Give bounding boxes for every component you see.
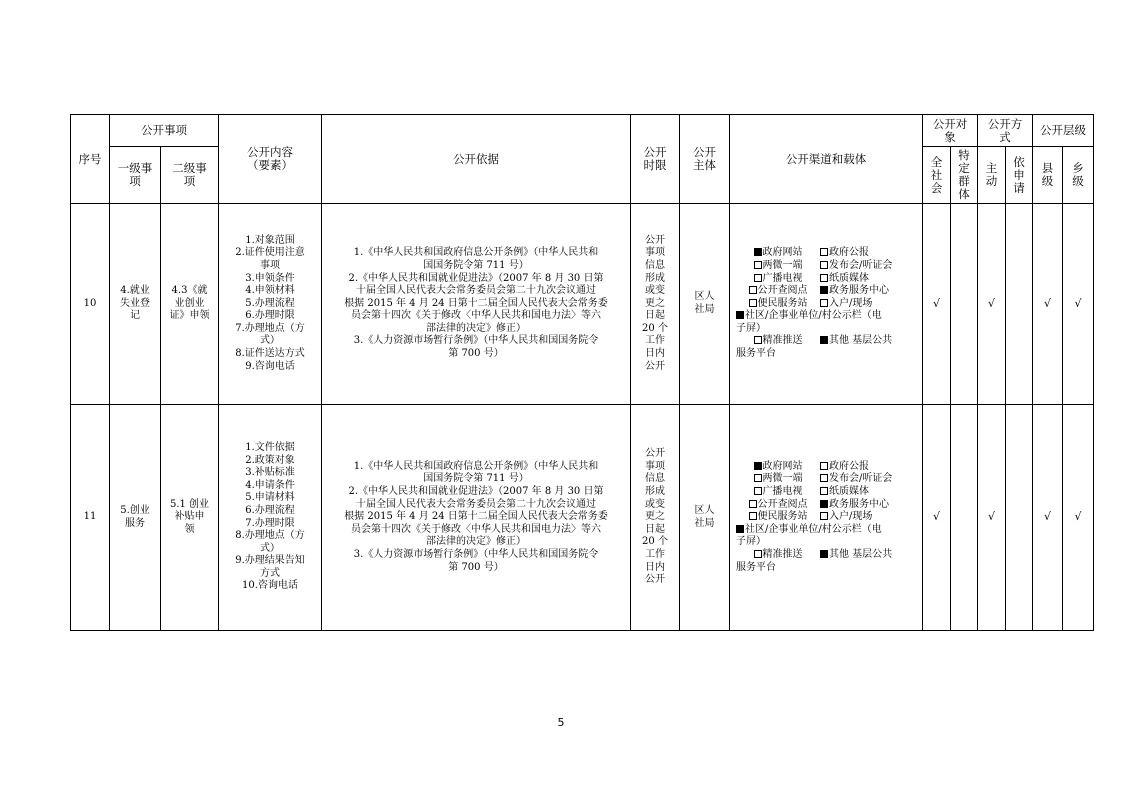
row-channels: 政府网站 政府公报 两微一端 发布会/听证会 广播电视 纸质媒体 公开查阅点 政务服务中心 便民服务站 入户/现场 社区/企事业单位/村公示栏（电 子屏） 精准推送 其他 基层公共 服务平台 — [730, 405, 923, 631]
disclosure-table — [70, 114, 1094, 631]
unchecked-box-icon — [754, 274, 762, 282]
row-seq: 11 — [71, 405, 110, 631]
channel-item: 其他 基层公共 — [820, 335, 892, 348]
row-content: 1.对象范围 2.证件使用注意 事项 3.申领条件 4.申领材料 5.办理流程 6.办理时限 7.办理地点（方 式） 8.证件送达方式 9.咨询电话 — [219, 204, 322, 405]
header-method-active: 主 动 — [978, 147, 1006, 204]
header-items: 公开事项 — [110, 115, 219, 147]
header-target: 公开对 象 — [923, 115, 978, 147]
channel-item: 其他 基层公共 — [820, 549, 892, 562]
channel-item: 入户/现场 — [820, 298, 872, 311]
unchecked-box-icon — [820, 261, 828, 269]
row-method-apply — [1006, 204, 1033, 405]
row-level1: 4.就业 失业登 记 — [110, 204, 161, 405]
channel-item: 纸质媒体 — [820, 486, 869, 499]
unchecked-box-icon — [820, 474, 828, 482]
unchecked-box-icon — [820, 248, 828, 256]
row-subject: 区人 社局 — [680, 204, 730, 405]
checked-box-icon — [754, 248, 762, 256]
unchecked-box-icon — [749, 512, 757, 520]
channel-item: 两微一端 — [736, 473, 820, 486]
unchecked-box-icon — [820, 274, 828, 282]
unchecked-box-icon — [820, 512, 828, 520]
channel-item: 纸质媒体 — [820, 273, 869, 286]
header-channels: 公开渠道和载体 — [730, 115, 923, 204]
channel-item: 政府网站 — [736, 247, 820, 260]
channel-item: 社区/企事业单位/村公示栏（电 — [736, 310, 882, 323]
checked-box-icon — [820, 500, 828, 508]
header-target-all: 全 社 会 — [923, 147, 951, 204]
row-level-township: √ — [1063, 405, 1094, 631]
channel-item: 公开查阅点 — [736, 285, 820, 298]
unchecked-box-icon — [754, 550, 762, 558]
channel-item: 政务服务中心 — [820, 499, 889, 512]
checked-box-icon — [754, 462, 762, 470]
unchecked-box-icon — [754, 261, 762, 269]
header-seq: 序号 — [71, 115, 110, 204]
unchecked-box-icon — [820, 487, 828, 495]
header-level: 公开层级 — [1033, 115, 1094, 147]
unchecked-box-icon — [754, 487, 762, 495]
row-level-county: √ — [1033, 405, 1063, 631]
unchecked-box-icon — [749, 286, 757, 294]
channel-item: 广播电视 — [736, 486, 820, 499]
row-content: 1.文件依据 2.政策对象 3.补贴标准 4.申请条件 5.申请材料 6.办理流程 7.办理时限 8.办理地点（方 式） 9.办理结果告知 方式 10.咨询电话 — [219, 405, 322, 631]
unchecked-box-icon — [749, 299, 757, 307]
checked-box-icon — [736, 311, 744, 319]
channel-item: 政务服务中心 — [820, 285, 889, 298]
row-level2: 5.1 创业 补贴申 领 — [161, 405, 219, 631]
channel-item: 广播电视 — [736, 273, 820, 286]
channel-item: 发布会/听证会 — [820, 260, 892, 273]
row-method-active: √ — [978, 204, 1006, 405]
checked-box-icon — [736, 525, 744, 533]
unchecked-box-icon — [820, 299, 828, 307]
row-level2: 4.3《就 业创业 证》申领 — [161, 204, 219, 405]
channel-item: 精准推送 — [736, 549, 820, 562]
header-level-township: 乡 级 — [1063, 147, 1094, 204]
row-subject: 区人 社局 — [680, 405, 730, 631]
unchecked-box-icon — [820, 462, 828, 470]
channel-item: 两微一端 — [736, 260, 820, 273]
channel-item: 精准推送 — [736, 335, 820, 348]
row-time-limit: 公开 事项 信息 形成 或变 更之 日起 20 个 工作 日内 公开 — [631, 204, 680, 405]
header-content: 公开内容 （要素） — [219, 115, 322, 204]
unchecked-box-icon — [754, 474, 762, 482]
row-target-specific — [951, 405, 978, 631]
header-time-limit: 公开 时限 — [631, 115, 680, 204]
channel-item: 社区/企事业单位/村公示栏（电 — [736, 524, 882, 537]
unchecked-box-icon — [749, 500, 757, 508]
channel-item: 入户/现场 — [820, 511, 872, 524]
checked-box-icon — [820, 336, 828, 344]
table-row — [71, 204, 1094, 405]
channel-item: 便民服务站 — [736, 511, 820, 524]
row-level-county: √ — [1033, 204, 1063, 405]
header-level1: 一级事 项 — [110, 147, 161, 204]
channel-item: 公开查阅点 — [736, 499, 820, 512]
row-basis: 1.《中华人民共和国政府信息公开条例》（中华人民共和 国国务院令第 711 号） 2.《中华人民共和国就业促进法》（2007 年 8 月 30 日第 十届全国人民代表大会常务委员会第二十九次会议通过 根据 2015 年 4 月 24 日第十二届全国人民代表大会常务委 员会第十四次《关于修改〈中华人民共和国电力法〉等六 部法律的决定》修正） 3.《人力资源市场暂行条例》（中华人民共和国国务院令 第 700 号） — [322, 204, 631, 405]
channel-item: 政府公报 — [820, 461, 869, 474]
row-method-active: √ — [978, 405, 1006, 631]
row-basis: 1.《中华人民共和国政府信息公开条例》（中华人民共和 国国务院令第 711 号） 2.《中华人民共和国就业促进法》（2007 年 8 月 30 日第 十届全国人民代表大会常务委员会第二十九次会议通过 根据 2015 年 4 月 24 日第十二届全国人民代表大会常务委 员会第十四次《关于修改〈中华人民共和国电力法〉等六 部法律的决定》修正） 3.《人力资源市场暂行条例》（中华人民共和国国务院令 第 700 号） — [322, 405, 631, 631]
checked-box-icon — [820, 286, 828, 294]
header-level-county: 县 级 — [1033, 147, 1063, 204]
channel-item: 便民服务站 — [736, 298, 820, 311]
channel-item: 政府公报 — [820, 247, 869, 260]
table-row — [71, 405, 1094, 631]
channel-item: 发布会/听证会 — [820, 473, 892, 486]
unchecked-box-icon — [754, 336, 762, 344]
channel-item: 政府网站 — [736, 461, 820, 474]
row-time-limit: 公开 事项 信息 形成 或变 更之 日起 20 个 工作 日内 公开 — [631, 405, 680, 631]
row-target-all: √ — [923, 405, 951, 631]
header-basis: 公开依据 — [322, 115, 631, 204]
row-target-all: √ — [923, 204, 951, 405]
row-level1: 5.创业 服务 — [110, 405, 161, 631]
header-target-specific: 特 定 群 体 — [951, 147, 978, 204]
header-level2: 二级事 项 — [161, 147, 219, 204]
checked-box-icon — [820, 550, 828, 558]
page-number: 5 — [557, 716, 565, 729]
row-target-specific — [951, 204, 978, 405]
header-method: 公开方 式 — [978, 115, 1033, 147]
row-channels: 政府网站 政府公报 两微一端 发布会/听证会 广播电视 纸质媒体 公开查阅点 政务服务中心 便民服务站 入户/现场 社区/企事业单位/村公示栏（电 子屏） 精准推送 其他 基层公共 服务平台 — [730, 204, 923, 405]
header-method-apply: 依 申 请 — [1006, 147, 1033, 204]
header-subject: 公开 主体 — [680, 115, 730, 204]
row-seq: 10 — [71, 204, 110, 405]
row-method-apply — [1006, 405, 1033, 631]
row-level-township: √ — [1063, 204, 1094, 405]
